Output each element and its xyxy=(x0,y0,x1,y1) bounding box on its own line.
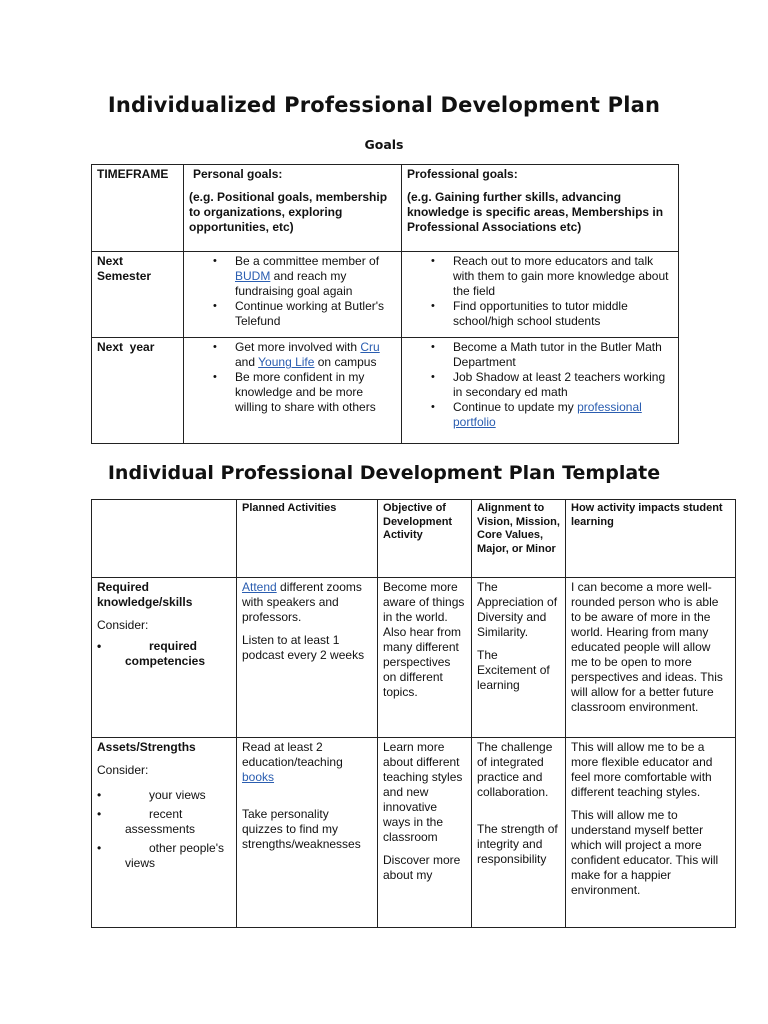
goal-text: Continue to update my xyxy=(453,400,578,414)
next-year-professional xyxy=(402,338,679,444)
personal-goals-header xyxy=(184,165,402,252)
goals-table xyxy=(91,164,679,444)
next-semester-label-2: Semester xyxy=(97,269,152,283)
list-item: • your views xyxy=(97,788,231,803)
goal-text: Be a committee member of xyxy=(235,254,380,268)
alignment-header: Alignment to Vision, Mission, Core Values, Major, or Minor xyxy=(472,500,566,578)
personal-goals-sub: (e.g. Positional goals, membership to organizations, exploring opportunities, etc) xyxy=(189,190,388,234)
impact-text: This will allow me to be a more flexible educator and feel more comfortable with different teaching styles. xyxy=(571,740,713,799)
consider-label: Consider: xyxy=(97,618,149,632)
list-item: • Reach out to more educators and talk with them to gain more knowledge about the field xyxy=(407,254,673,299)
goal-text: and reach my fundraising goal again xyxy=(235,269,353,298)
list-item xyxy=(189,254,396,299)
planned-text-rest: different zooms with speakers and professors. xyxy=(242,580,362,624)
planned-activities-header: Planned Activities xyxy=(237,500,378,578)
required-objective-cell: Become more aware of things in the world. Also hear from many different perspectives on different topics. xyxy=(378,578,472,738)
assets-strengths-row xyxy=(92,738,736,928)
list-item: • Become a Math tutor in the Butler Math Department xyxy=(407,340,673,370)
planned-text xyxy=(242,580,372,625)
goals-header-row xyxy=(92,165,679,252)
list-item xyxy=(407,400,673,430)
goals-heading: Goals xyxy=(364,137,404,152)
assets-alignment-cell xyxy=(472,738,566,928)
list-item: • Find opportunities to tutor middle school/high school students xyxy=(407,299,673,329)
list-item xyxy=(189,340,396,370)
alignment-text: The Excitement of learning xyxy=(477,648,550,692)
attend-link[interactable]: Attend xyxy=(242,580,277,594)
planned-text-start: Read at least 2 education/teaching xyxy=(242,740,343,769)
alignment-text: The challenge of integrated practice and collaboration. xyxy=(477,740,553,799)
next-year-personal xyxy=(184,338,402,444)
required-impact-cell: I can become a more well-rounded person who is able to be aware of more in the world. Hearing from many educated people will allow me to be open to more perspectives and ideas. This will allow for a better future classroom environment. xyxy=(566,578,736,738)
objective-text: Discover more about my xyxy=(383,853,461,882)
list-item: • Job Shadow at least 2 teachers working in secondary ed math xyxy=(407,370,673,400)
budm-link[interactable]: BUDM xyxy=(235,269,271,283)
next-year-label-text: Next year xyxy=(97,340,155,354)
assets-impact-cell xyxy=(566,738,736,928)
required-planned-cell xyxy=(237,578,378,738)
next-year-row xyxy=(92,338,679,444)
professional-goals-sub: (e.g. Gaining further skills, advancing knowledge is specific areas, Memberships in Professional Associations etc) xyxy=(407,190,664,234)
list-item: • Be more confident in my knowledge and be more willing to share with others xyxy=(189,370,396,415)
next-semester-label xyxy=(92,252,184,338)
professional-goals-header xyxy=(402,165,679,252)
page-title: Individualized Professional Development Plan xyxy=(107,93,661,117)
planned-text xyxy=(242,740,372,785)
required-knowledge-row xyxy=(92,578,736,738)
planned-text: Take personality quizzes to find my strengths/weaknesses xyxy=(242,807,361,851)
next-semester-row xyxy=(92,252,679,338)
objective-header: Objective of Development Activity xyxy=(378,500,472,578)
list-item: • Continue working at Butler's Telefund xyxy=(189,299,396,329)
personal-goals-title: Personal goals: xyxy=(193,167,283,181)
alignment-text: The strength of integrity and responsibility xyxy=(477,822,558,866)
next-semester-professional xyxy=(402,252,679,338)
empty-header-cell xyxy=(92,500,237,578)
required-knowledge-label-cell xyxy=(92,578,237,738)
timeframe-header xyxy=(92,165,184,252)
goal-text: Get more involved with xyxy=(235,340,361,354)
professional-portfolio-link[interactable]: professional portfolio xyxy=(453,400,642,429)
goal-text: and xyxy=(235,355,259,369)
young-life-link[interactable]: Young Life xyxy=(258,355,315,369)
cru-link[interactable]: Cru xyxy=(360,340,380,354)
professional-goals-title: Professional goals: xyxy=(407,167,518,181)
list-item: • other people's views xyxy=(97,841,231,871)
consider-label: Consider: xyxy=(97,763,149,777)
books-link[interactable]: books xyxy=(242,770,275,784)
next-semester-personal xyxy=(184,252,402,338)
assets-objective-cell xyxy=(378,738,472,928)
assets-label: Assets/Strengths xyxy=(97,740,196,754)
list-item: • recent assessments xyxy=(97,807,231,837)
timeframe-header-text: TIMEFRAME xyxy=(97,167,169,181)
impact-text: This will allow me to understand myself better which will project a more confident educator. This will make for a happier environment. xyxy=(571,808,719,897)
assets-planned-cell xyxy=(237,738,378,928)
objective-text: Learn more about different teaching styles and new innovative ways in the classroom xyxy=(383,740,463,844)
assets-label-cell xyxy=(92,738,237,928)
next-semester-label-1: Next xyxy=(97,254,124,268)
list-item: • required competencies xyxy=(97,639,231,669)
required-knowledge-label: Required knowledge/skills xyxy=(97,580,193,609)
impact-header: How activity impacts student learning xyxy=(566,500,736,578)
goal-text: on campus xyxy=(314,355,377,369)
required-alignment-cell xyxy=(472,578,566,738)
planned-text: Listen to at least 1 podcast every 2 weeks xyxy=(242,633,365,662)
next-year-label xyxy=(92,338,184,444)
template-title: Individual Professional Development Plan Template xyxy=(107,462,661,484)
template-header-row xyxy=(92,500,736,578)
template-table xyxy=(91,499,736,928)
alignment-text: The Appreciation of Diversity and Similarity. xyxy=(477,580,558,639)
